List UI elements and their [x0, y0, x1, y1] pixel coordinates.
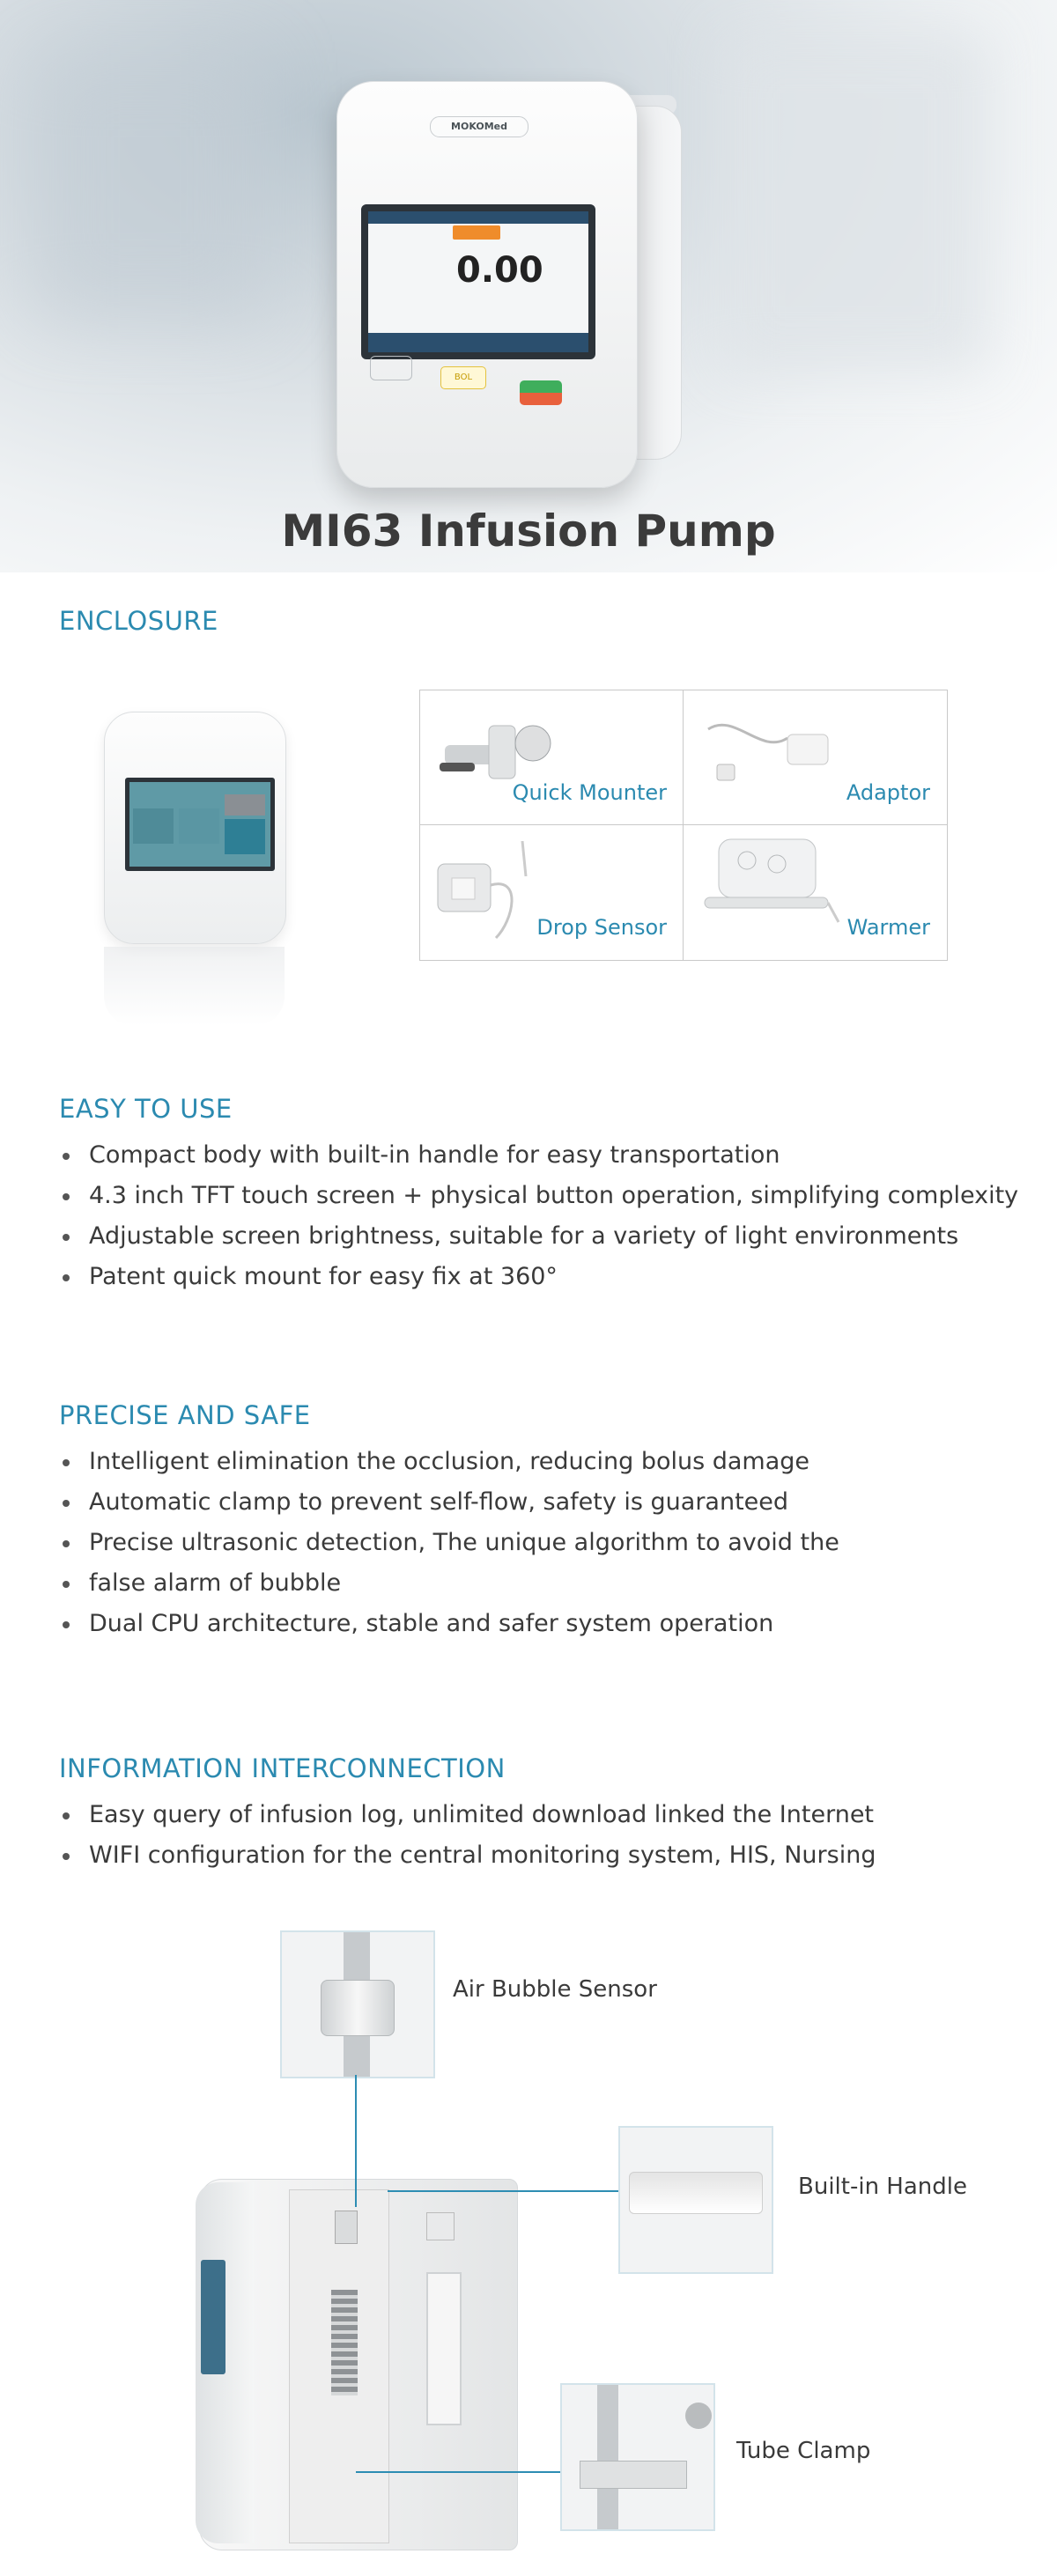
accessory-quick-mounter: [420, 690, 683, 824]
peristaltic-fingers: [331, 2290, 358, 2395]
accessory-label: Drop Sensor: [536, 915, 667, 940]
accessory-label: Warmer: [846, 915, 930, 940]
list-item: Compact body with built-in handle for easy transportation: [59, 1135, 1028, 1176]
pump-start-stop-button: [520, 380, 562, 405]
pump-reflection: [104, 947, 285, 1026]
screen-pause-indicator: [453, 225, 500, 240]
handle-recess: [629, 2172, 763, 2214]
information-interconnection-list: [59, 1795, 1028, 1876]
air-bubble-sensor-detail: [280, 1930, 435, 2078]
pump-screen: [361, 204, 595, 359]
clamp-knob: [685, 2403, 712, 2429]
list-item: Automatic clamp to prevent self-flow, safety is guaranteed: [59, 1482, 1028, 1523]
section-heading-precise-and-safe: PRECISE AND SAFE: [59, 1400, 311, 1430]
accessory-adaptor: [684, 690, 946, 824]
warmer-icon: [692, 834, 842, 940]
callout-built-in-handle: Built-in Handle: [798, 2174, 967, 2200]
callout-line: [388, 2190, 618, 2192]
list-item: Adjustable screen brightness, suitable for a variety of light environments: [59, 1216, 1028, 1257]
screen-status-bar: [368, 211, 588, 224]
pump-front-screen-edge: [201, 2260, 225, 2374]
precise-and-safe-list: [59, 1442, 1028, 1644]
callout-air-bubble-sensor: Air Bubble Sensor: [453, 1976, 657, 2003]
mount-latch: [426, 2212, 455, 2240]
menu-tile: [133, 808, 174, 844]
section-heading-information-interconnection: INFORMATION INTERCONNECTION: [59, 1753, 506, 1783]
pump-bol-button: BOL: [440, 366, 486, 389]
list-item: Precise ultrasonic detection, The unique algorithm to avoid the: [59, 1523, 1028, 1563]
sensor-block: [321, 1980, 395, 2036]
menu-tile: [225, 794, 265, 816]
pump-menu-screen: [125, 778, 275, 871]
section-heading-easy-to-use: EASY TO USE: [59, 1094, 233, 1124]
callout-tube-clamp: Tube Clamp: [736, 2438, 871, 2464]
pump-power-button: [370, 356, 412, 380]
tube-clamp-detail: [560, 2383, 715, 2531]
list-item-continuation: false alarm of bubble: [59, 1563, 1028, 1604]
quick-mounter-icon: [436, 710, 559, 789]
accessory-grid: [419, 690, 948, 961]
list-item: WIFI configuration for the central monitoring system, HIS, Nursing: [59, 1835, 1028, 1876]
screen-rate-value: 0.00: [456, 250, 543, 291]
section-heading-enclosure: ENCLOSURE: [59, 606, 218, 636]
callout-line: [356, 2471, 560, 2473]
tube: [597, 2385, 618, 2529]
brand-logo: MOKOMed: [430, 116, 528, 137]
accessory-label: Adaptor: [846, 780, 930, 805]
accessory-warmer: [684, 825, 946, 959]
adaptor-icon: [699, 703, 840, 791]
built-in-handle-detail: [618, 2126, 773, 2274]
clamp-lever: [580, 2461, 687, 2489]
list-item: Easy query of infusion log, unlimited download linked the Internet: [59, 1795, 1028, 1835]
page-title: MI63 Infusion Pump: [281, 506, 776, 557]
callout-line: [355, 2075, 357, 2207]
list-item: Patent quick mount for easy fix at 360°: [59, 1257, 1028, 1297]
list-item: Dual CPU architecture, stable and safer system operation: [59, 1604, 1028, 1644]
list-item: Intelligent elimination the occlusion, reducing bolus damage: [59, 1442, 1028, 1482]
menu-tile: [179, 808, 219, 844]
easy-to-use-list: [59, 1135, 1028, 1297]
screen-nav-bar: [368, 333, 588, 352]
accessory-label: Quick Mounter: [512, 780, 667, 805]
background-blur: [35, 53, 264, 317]
menu-tile: [225, 819, 265, 854]
list-item: 4.3 inch TFT touch screen + physical button operation, simplifying complexity: [59, 1176, 1028, 1216]
sensor-slot: [335, 2211, 358, 2244]
accessory-drop-sensor: [420, 825, 683, 959]
background-blur: [722, 35, 987, 370]
mount-rail: [426, 2272, 462, 2425]
